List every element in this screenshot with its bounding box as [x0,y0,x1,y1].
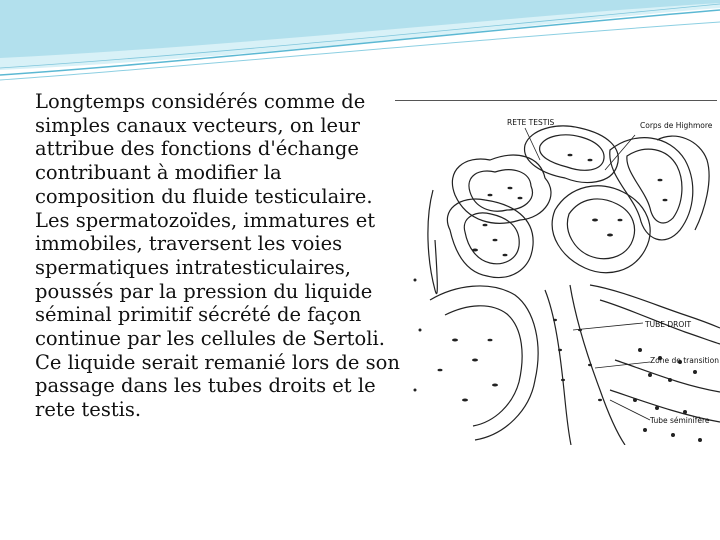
histology-diagram [395,100,720,445]
tube-left-inner [445,306,522,426]
lobe-4-inner [567,199,634,259]
wave-band-mid [0,0,720,58]
cell-texture [414,154,703,442]
lobe-5-inner [627,149,682,223]
tube-droit-wall-l [545,290,571,445]
edge-left [428,190,437,294]
body-paragraph: Longtemps considérés comme de simples canaux vecteurs, on leur attribue des fonctions d'échange contribuant à modifier la composition du fluide testiculaire. Les spermatozoïdes, immatures et immobiles, traversent les voies spermatiques intratesticulaires, poussés par la pression du liquide séminal primitif sécrété de façon continue par les cellules de Sertoli. Ce liquide serait remanié lors de son passage dans les tubes droits et le rete testis. [35,90,400,422]
header-wave-decoration [0,0,720,90]
lobe-2-inner [540,135,604,170]
label-rete-testis: RETE TESTIS [507,118,555,127]
lobe-1-inner [469,170,532,212]
label-corps-highmore: Corps de Highmore [640,121,713,130]
lobe-6 [657,136,709,230]
lobe-5 [610,138,693,240]
lobe-3-inner [464,213,519,264]
lobe-1 [452,155,551,223]
tube-droit-wall-r [570,285,625,445]
label-tube-droit: TUBE DROIT [645,320,692,329]
label-tube-seminifere: Tube séminifère [650,416,710,425]
label-zone-transition: Zone de transition [650,356,719,365]
